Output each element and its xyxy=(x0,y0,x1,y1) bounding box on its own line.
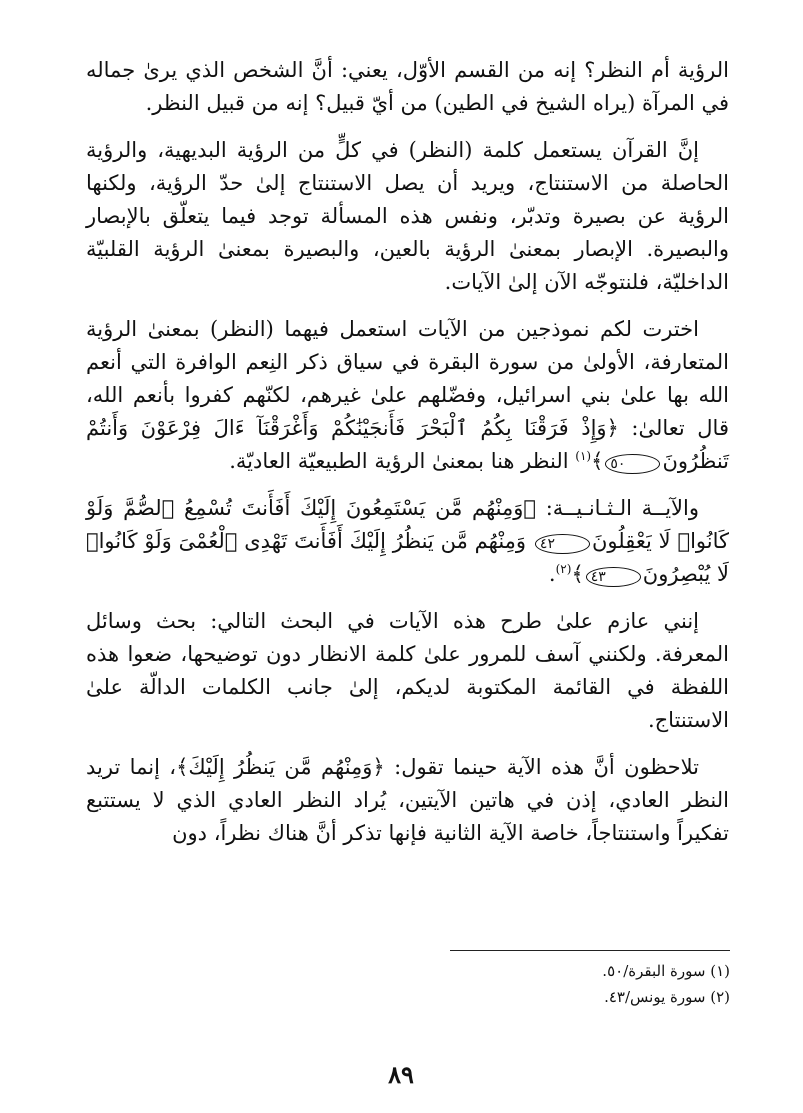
paragraph-1: الرؤية أم النظر؟ إنه من القسم الأوّل، يعني: أنَّ الشخص الذي يرىٰ جماله في المرآة (يراه الشيخ في الطين) من أيّ قبيل؟ إنه من قبيل النظر. xyxy=(86,58,729,115)
paragraph-5: إنني عازم علىٰ طرح هذه الآيات في البحث التالي: بحث وسائل المعرفة. ولكنني آسف للمرور علىٰ كلمة الانظار دون توضيحها، ضعوا هذه اللفظة في القائمة المكتوبة لديكم، إلىٰ جانب الكلمات الدالّة علىٰ الاستنتاج. xyxy=(86,609,729,732)
footnote-number: (١) xyxy=(710,962,730,980)
ayah-number-marker: ٤٣ xyxy=(586,567,641,587)
quran-verse-yunus-43: وَمِنْهُم مَّن يَنظُرُ إِلَيْكَ أَفَأَنتَ تَهْدِى ٱلْعُمْىَ وَلَوْ كَانُوا۟ لَا يُبْصِرُونَ xyxy=(86,529,729,586)
paragraph-3-conclusion: النظر هنا بمعنىٰ الرؤية الطبيعيّة العاديّة. xyxy=(229,449,576,473)
paragraph-4 xyxy=(86,492,729,591)
body-text xyxy=(86,54,729,850)
footnote-ref-1: (١) xyxy=(575,449,592,463)
footnotes xyxy=(450,958,730,1010)
quran-verse-yunus-42: ﴿وَمِنْهُم مَّن يَسْتَمِعُونَ إِلَيْكَ أَفَأَنتَ تُسْمِعُ ٱلصُّمَّ وَلَوْ كَانُوا۟ لَا يَعْقِلُونَ xyxy=(86,496,729,553)
paragraph-6-body: ، إنما تريد النظر العادي، إذن في هاتين الآيتين، يُراد النظر العادي الذي لا يستتبع تفكيراً واستنتاجاً، خاصة الآية الثانية فإنها تذكر أنَّ هناك نظراً، دون xyxy=(86,755,729,845)
footnote-ref-2: (٢) xyxy=(555,562,572,576)
paragraph-4-intro: والآيــة الـثـانـيــة: xyxy=(536,496,699,520)
ayah-number-marker: ٥٠ xyxy=(605,454,660,474)
quran-verse-quote: ﴿وَمِنْهُم مَّن يَنظُرُ إِلَيْكَ﴾ xyxy=(176,755,385,779)
footnote-text: سورة يونس/٤٣. xyxy=(604,988,706,1006)
paragraph-6-intro: تلاحظون أنَّ هذه الآية حينما تقول: xyxy=(384,755,700,779)
paragraph-4-end: . xyxy=(548,562,556,586)
quran-verse-baqarah: ﴿وَإِذْ فَرَقْنَا بِكُمُ ٱلْبَحْرَ فَأَنجَيْنَٰكُمْ وَأَغْرَقْنَآ ءَالَ فِرْعَوْنَ وَأَنتُمْ تَنظُرُونَ xyxy=(86,416,729,473)
paragraph-6 xyxy=(86,751,729,850)
footnote-1 xyxy=(450,958,730,984)
ayah-number-marker: ٤٢ xyxy=(535,534,590,554)
footnote-divider xyxy=(450,950,730,951)
paragraph-2: إنَّ القرآن يستعمل كلمة (النظر) في كلٍّ من الرؤية البديهية، والرؤية الحاصلة من الاستنتاج، ويريد أن يصل الاستنتاج إلىٰ حدّ الرؤية، ولكنها الرؤية عن بصيرة وتدبّر، ونفس هذه المسألة توجد فيما يتعلّق بالإبصار والبصيرة. الإبصار بمعنىٰ الرؤية بالعين، والبصيرة بمعنىٰ الرؤية القلبيّة الداخليّة، فلنتوجّه الآن إلىٰ الآيات. xyxy=(86,138,729,294)
paragraph-3 xyxy=(86,313,729,478)
page-number: ٨٩ xyxy=(388,1060,414,1089)
quran-close-bracket: ﴾ xyxy=(571,562,584,586)
footnote-number: (٢) xyxy=(710,988,730,1006)
paragraph-3-intro: اخترت لكم نموذجين من الآيات استعمل فيهما (النظر) بمعنىٰ الرؤية المتعارفة، الأولىٰ من سورة البقرة في سياق ذكر النِعم الوافرة التي أنعم الله بها علىٰ بني اسرائيل، وفضّلهم علىٰ غيرهم، لكنّهم كفروا بأنعم الله، قال تعالىٰ: xyxy=(86,317,729,440)
footnote-2 xyxy=(450,984,730,1010)
footnote-text: سورة البقرة/٥٠. xyxy=(602,962,706,980)
quran-close-bracket: ﴾ xyxy=(591,449,604,473)
